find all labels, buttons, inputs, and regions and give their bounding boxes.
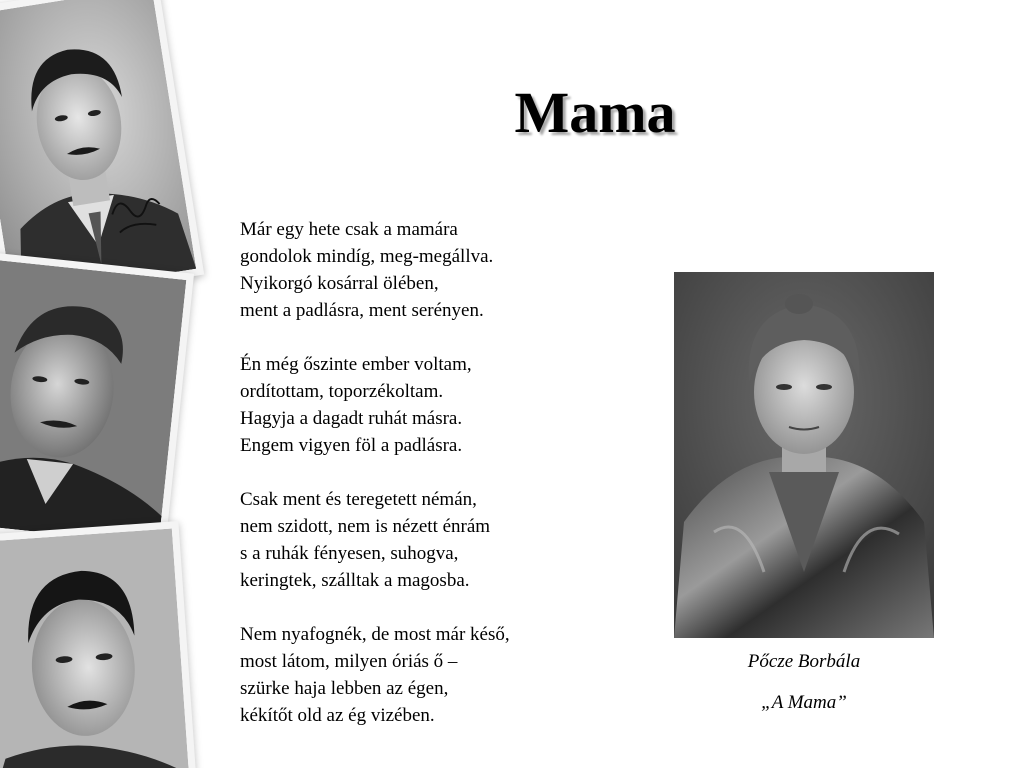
- portrait-caption-title: „A Mama”: [761, 692, 847, 713]
- photo-frame-bottom: [0, 521, 197, 768]
- slide-title: Mama: [514, 80, 676, 145]
- author-photo-older: [0, 528, 190, 768]
- poem-stanza-3: [240, 486, 640, 594]
- poem-line: Én még őszinte ember voltam,: [240, 354, 472, 375]
- poem-line: Engem vigyen föl a padlásra.: [240, 435, 463, 456]
- photo-frame-middle: [0, 252, 194, 552]
- poem-text: [240, 216, 640, 729]
- mother-portrait-photo: [674, 272, 934, 638]
- poem-line: s a ruhák fényesen, suhogva,: [240, 543, 459, 564]
- poem-stanza-1: [240, 216, 640, 324]
- portrait-caption-name: Pőcze Borbála: [747, 651, 861, 672]
- poem-line: ment a padlásra, ment serényen.: [240, 300, 484, 321]
- poem-line: kékítőt old az ég vizében.: [240, 705, 435, 726]
- author-photo-profile: [0, 259, 186, 544]
- poem-line: Csak ment és teregetett némán,: [240, 489, 477, 510]
- poem-line: Hagyja a dagadt ruhát másra.: [240, 408, 463, 429]
- poem-line: nem szidott, nem is nézett énrám: [240, 516, 491, 537]
- poem-line: gondolok mindíg, meg-megállva.: [240, 246, 494, 267]
- poem-line: keringtek, szálltak a magosba.: [240, 570, 470, 591]
- poem-stanza-4: [240, 621, 640, 729]
- poem-stanza-2: [240, 351, 640, 459]
- poem-line: Nem nyafognék, de most már késő,: [240, 624, 510, 645]
- poem-line: Nyikorgó kosárral ölében,: [240, 273, 439, 294]
- poem-line: most látom, milyen óriás ő –: [240, 651, 458, 672]
- poem-line: ordítottam, toporzékoltam.: [240, 381, 444, 402]
- poem-line: Már egy hete csak a mamára: [240, 219, 458, 240]
- poem-line: szürke haja lebben az égen,: [240, 678, 449, 699]
